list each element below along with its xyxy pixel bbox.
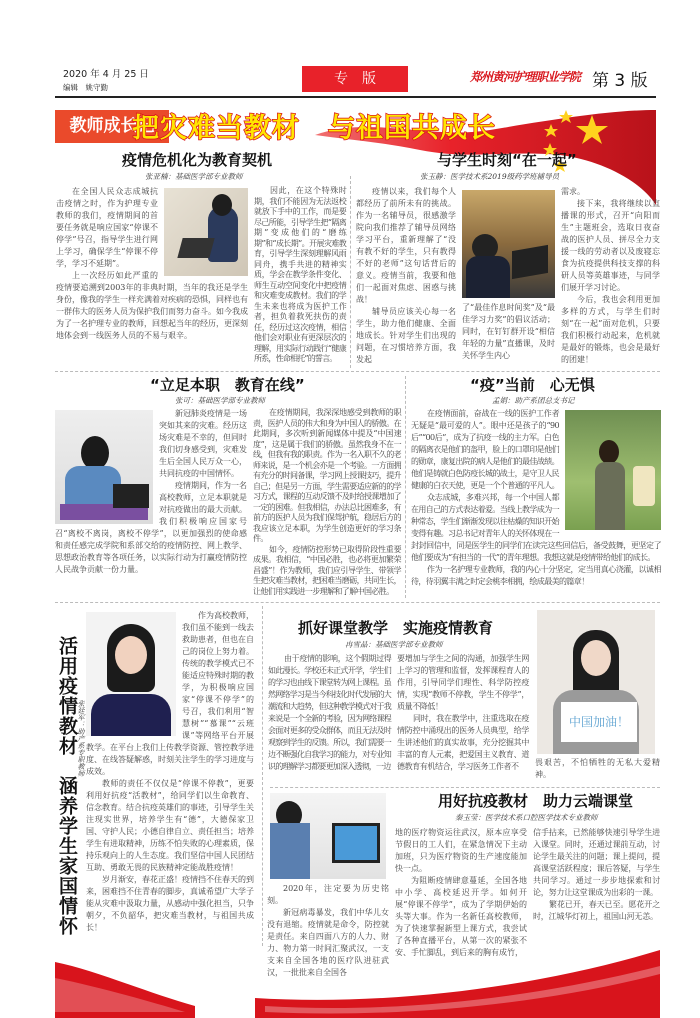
article-byline: 张亚楠：基础医学部专业教师 xyxy=(145,172,243,181)
article-body: 因此，在这个特殊时期，我们不能因为无法返校就放下手中的工作，而是要尽己所能，引导学生把“隔离期”变成他们的“磨练期”和“成长期”。开展灾难教育，引导学生深刻理解风雨同舟，携手共进的精神实质，学会在教学条件变化、师生互动空间变化中把疫情和灾难变成教材。我们的学生未来也将成为医护工作者，担负着救死扶伤的责任，经历过这次疫情，相信他们会对职业有更深层次的理解，用实际行动践行“健康所系，性命相托”的誓言。 xyxy=(254,186,346,363)
teacher-photo xyxy=(86,612,176,736)
article-body: 疫情以来，我们每个人都经历了前所未有的挑战。作为一名辅导员，很感激学院向我们推荐了辅导员网络学习平台，重新理解了“没有教不好的学生，只有教得不好的老师”这句话背后的意义。疫情当前，我要和他们一起面对焦虑、困惑与挑战！ 辅导员应该关心每一名学生，助力他们健康、全面地成长。针对学生们出现的问题，在习惯培养方面，我发起 xyxy=(356,187,456,364)
article-body: 了“最佳作息时间奖”及“最佳学习力奖”的倡议活动；同时，在钉钉群开设“相信年轻的力量”直播课，及时关怀学生内心 xyxy=(462,303,555,360)
teacher-photo xyxy=(270,793,386,879)
article-byline: 张可：基础医学部专业教师 xyxy=(175,396,265,405)
article-body: 在疫情期间，我深深地感受到教师的职责，医护人员的伟大和身为中国人的骄傲。在此期间，多次听到新闻媒体中提及“中国速度”，这是属于我们的骄傲。虽然我身不在一线，但我有我的职责。作为一名入职不久的老师来说，是一个机会亦是一个考验。一方面拥有充分的时间备课，学习网上授课技巧，提升自己；但是另一方面，学生需要适应新的的学习方式，课程的互动反馈不及时给授课增加了一定的困难。但我相信，办法总比困难多，有前方的医护人员为我们保驾护航，稳居后方的我应该立足本职，为学生创造更好的学习条件。 如今，疫情防控形势已取得阶段性重要成果。我相信，“中国必胜，也必将更加繁荣昌盛”！作为教师，我们应引导学生、带领学生把灾难当教材，把困难当磨砺，共同生长，让他们用实践进一步理解和了解中国必胜。 xyxy=(253,408,401,596)
article-body: 在全国人民众志成城抗击疫情之时，作为护理专业教师的我们，疫情期间的首要任务就是响应国家“停课不停学”号召，指导学生进行网上学习，确保学生“停课不停学，学习不延期”。 上一次经历如此严重的疫情要追溯到2003年的非典时期，当年的我还是学生身份，像我的学生一样充满着对疾病的恐惧，同样也有一群伟大的医务人员为保护我们而努力奋斗。如今我成为了一名护理专业的教师，回想起当年的经历，更深刻地体会到一线医务人员的不易与艰辛。 xyxy=(56,187,248,340)
article-title: 活用疫情教材 xyxy=(56,636,78,756)
article-byline: 孟娟：助产系团总支书记 xyxy=(492,396,575,405)
article-title: 涵养学生家国情怀 xyxy=(56,776,78,936)
article-body: 由于疫情的影响，这个假期过得如此漫长。学校还未正式开学，学生们的学习也由线下课堂转为网上课程。虽然网络学习是当今科技化时代发展的大潮流和大趋势，但这种教学模式对于我来说是一个全新的考验，因为网络课程会面对更多的受众群体，而且无法及时观察到学生的反馈。所以，我们需要一边不断强化自我学习的能力，对专业知识的理解学习都要更加深入透彻，一边 xyxy=(268,654,391,771)
section-divider xyxy=(55,602,660,603)
teacher-photo xyxy=(164,188,248,276)
article-body: 信手拈来，已然能够快速引导学生进入课堂。同时，还通过课前互动，讨论学生最关注的问题；课上提问，提高课堂活跃程度；课后答疑，与学生共同学习。通过一步步地探索和讨论，努力让这堂课成为出彩的一课。 繁花已开，春天已至。愿花开之时，江城华灯初上，祖国山河无恙。 xyxy=(533,828,660,921)
main-title: 把灾难当教材 与祖国共成长 xyxy=(132,113,496,144)
article-body: 需求。 接下来，我将继续以直播课的形式，召开“向阳而生”主题班会，选取日夜奋战的医护人员、拼尽全力支援一线的劳动者以及废寝忘食为抗疫提供科技支撑的科研人员等英雄事迹，与同学们展开学习讨论。 今后，我也会利用更加多样的方式，与学生们时刻“在一起”面对危机，只要我们积极行动起来，危机就是最好的锻炼，也会是最好的团建！ xyxy=(561,187,660,364)
issue-date: 2020 年 4 月 25 日 xyxy=(63,69,149,80)
article-title: 疫情危机化为教育契机 xyxy=(122,151,273,169)
column-divider xyxy=(262,606,263,946)
article-title: 用好抗疫教材 助力云端课堂 xyxy=(438,792,634,810)
sign-text: 中国加油！ xyxy=(561,702,637,742)
article-byline: 秦玉莹：医学技术系口腔医学技术专业教师 xyxy=(455,813,598,822)
column-divider xyxy=(350,176,351,368)
article-body: 2020年，注定要为历史铭刻。 新冠病毒暴发，我们中华儿女没有退缩。疫情就是命令，防控就是责任。来自四面八方的人力、财力、物力第一时间汇聚武汉，一支支来自全国各地的医疗队进驻武汉，一批批来自全国各 xyxy=(267,884,389,977)
page-number: 第 3 版 xyxy=(592,71,648,91)
article-body: 作为高校教师，我们虽不能到一线去救助患者，但也在自己的岗位上努力着。传统的教学模式已不能适应特殊时期的教学，为积极响应国家“停课不停学”的号召，我们利用“智慧树”“慕课”“云班课”等网络平台开展教学。在平台上我们上传教学资源、管控教学进度、在线答疑解惑，时刻关注学生的学习进度与成效。 教师的责任不仅仅是“停课不停教”，更要利用好抗疫“活教材”，给同学们以生命教育、信念教育。结合抗疫英雄们的事迹，引导学生关注现实世界，培养学生有“德”，大德保家卫国、守护人民；小德自律自立、责任担当；培养学生有进取精神，历练不怕失败的心理素质，保持乐观向上的人生态度。我们坚信中国人民团结互助、勇敢无畏的民族精神定能战胜疫情！ 岁月渐安，春花正盛！疫情挡不住春天的到来，困难挡不住青春的脚步，真诚希望广大学子能从灾难中汲取力量，从感动中强化担当，只争朝夕，不负韶华，把灾难当教材，与祖国共成长！ xyxy=(86,611,254,932)
article-byline: 张玉静：医学技术系2019级药学班辅导员 xyxy=(420,172,560,181)
header-rule xyxy=(55,96,656,98)
column-tag: 教师成长记 xyxy=(55,110,169,143)
article-title: “疫”当前 心无惧 xyxy=(470,376,595,394)
school-logo: 郑州黄河护理职业学院 xyxy=(470,70,581,84)
article-body: 要增加与学生之间的沟通，加强学生网上学习的管理和监督，发挥课程育人的作用，引导同学们理性、科学防控疫情，实现“教师不停教，学生不停学”，质量不降低！ 同时，我在教学中，注重选取在疫情防控中涌现出的医务人员典型，给学生讲述他们的真实故事，充分挖掘其中丰富的育人元素，把爱国主义教育、道德教育有机结合，学习医务工作者不 xyxy=(397,654,529,771)
article-body: 地的医疗物资运往武汉，原本应享受节假日的工人们，在紧急情况下主动加班，只为医疗物资的生产速度能加快一点。 为阻断疫情肆意蔓延，全国各地中小学、高校延迟开学。如何开展“停课不停学”，成为了学期伊始的头等大事。作为一名新任高校教师，为了快速掌握新型上课方式，我尝试了各种直播平台，从第一次的紧张不安、手忙脚乱，到后来的胸有成竹， xyxy=(395,828,527,957)
editor: 编辑 姚守勤 xyxy=(63,83,108,92)
article-title: 抓好课堂教学 实施疫情教育 xyxy=(298,619,494,637)
teacher-photo xyxy=(55,410,153,524)
teacher-photo xyxy=(462,190,555,298)
section-divider xyxy=(55,371,660,372)
article-title: “立足本职 教育在线” xyxy=(150,376,305,394)
article-body: 在疫情面前，奋战在一线的医护工作者无疑是“最可爱的人”。眼中还是孩子的“90后”“00后”，成为了抗疫一线的主力军。白色的隔离衣是他们的盔甲，脸上的口罩印是他们的勋章，康复出院的病人是他们的最佳战绩。他们是铸就白色防疫长城的战士，是守卫人民健康的白衣天使，更是一个个普通的平凡人。 众志成城，多难兴邦，每一个中国人都在用自己的方式表达着爱。当线上教学成为一种常态，学生们渐渐发现以往枯燥的知识开始变得有趣。习总书记对青年人的关怀体现在一封封回信中，同是医学生的同学们在读完这些回信后，备受鼓舞，更坚定了他们要成为“有担当的一代”的青年理想。我想这就是疫情带给他们的成长。 作为一名护理专业教师，我的内心十分坚定，定当用真心浇灌，以诚相待，待羽翼丰满之时定会桃李相拥，绘成最美的篇章！ xyxy=(411,409,661,586)
article-byline: 冉雪晶：基础医学部专业教师 xyxy=(345,640,443,649)
teacher-photo xyxy=(565,410,661,530)
article-title: 与学生时刻“在一起” xyxy=(437,151,577,169)
article-body: 新冠肺炎疫情是一场突如其来的灾难。经历这场灾难是不幸的，但同时我们切身感受到，灾难发生后全国人民万众一心，共同抗疫的中国情怀。 疫情期间，作为一名高校教师，立足本职就是对抗疫做出的最大贡献。我们积极响应国家号召“离校不离岗，离校不停学”，以更加强烈的使命感和责任感完成学院和系部交给的疫情防控、网上教学、思想政治教育等各项任务，以实际行动为打赢疫情防控人民战争贡献一份力量。 xyxy=(55,409,247,574)
column-divider xyxy=(405,376,406,598)
section-divider xyxy=(270,787,660,788)
article-byline: 张廷军：助产系专职教师 xyxy=(77,700,85,777)
teacher-photo xyxy=(537,610,655,754)
section-badge: 专 版 xyxy=(302,66,408,92)
photo-caption: 畏艰苦，不怕牺牲的无私大爱精神。 xyxy=(535,758,660,779)
